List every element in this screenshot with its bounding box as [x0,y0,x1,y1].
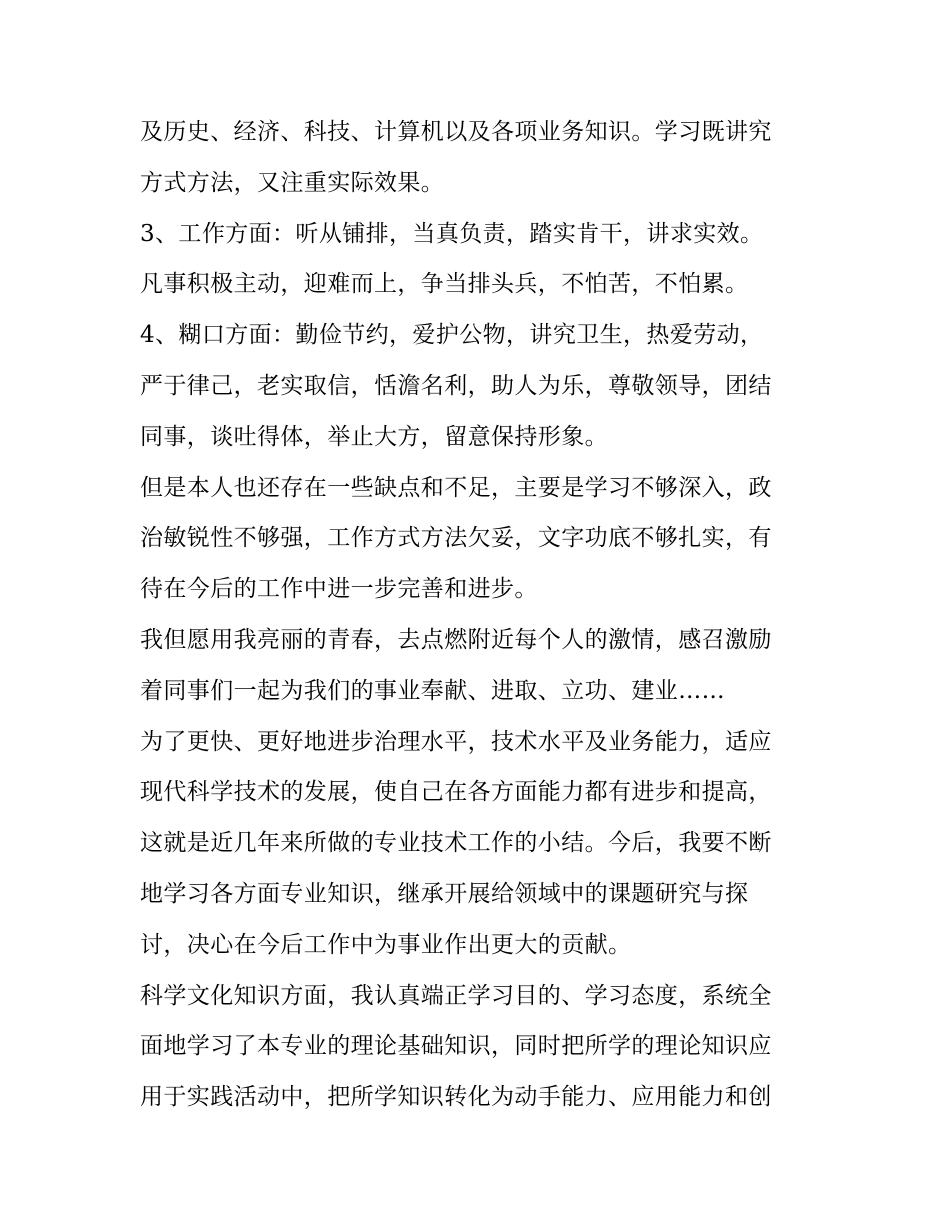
text-line: 面地学习了本专业的理论基础知识，同时把所学的理论知识应 [140,1033,772,1060]
text-line: 严于律己，老实取信，恬澹名利，助人为乐，尊敬领导，团结 [140,372,772,399]
text-line: 我但愿用我亮丽的青春，去点燃附近每个人的激情，感召激励 [140,626,772,653]
text-line: 待在今后的工作中进一步完善和进步。 [140,576,538,603]
text-line: 科学文化知识方面，我认真端正学习目的、学习态度，系统全 [140,982,772,1009]
text-line: 用于实践活动中，把所学知识转化为动手能力、应用能力和创 [140,1084,772,1111]
document-body [140,107,830,1123]
text-line: 地学习各方面专业知识，继承开展给领域中的课题研究与探 [140,880,749,907]
text-line: 治敏锐性不够强，工作方式方法欠妥，文字功底不够扎实，有 [140,525,772,552]
text-line: 3、工作方面：听从铺排，当真负责，踏实肯干，讲求实效。 [140,220,764,247]
text-line: 着同事们一起为我们的事业奉献、进取、立功、建业…… [140,677,725,704]
text-line: 但是本人也还存在一些缺点和不足，主要是学习不够深入，政 [140,474,772,501]
text-line: 同事，谈吐得体，举止大方，留意保持形象。 [140,423,608,450]
text-line: 讨，决心在今后工作中为事业作出更大的贡献。 [140,931,632,958]
text-line: 现代科学技术的发展，使自己在各方面能力都有进步和提高， [140,779,772,806]
text-line: 4、糊口方面：勤俭节约，爱护公物，讲究卫生，热爱劳动， [140,322,764,349]
text-line: 这就是近几年来所做的专业技术工作的小结。今后，我要不断 [140,830,772,857]
text-line: 凡事积极主动，迎难而上，争当排头兵，不怕苦，不怕累。 [140,271,749,298]
text-line: 及历史、经济、科技、计算机以及各项业务知识。学习既讲究 [140,119,772,145]
text-line: 为了更快、更好地进步治理水平，技术水平及业务能力，适应 [140,728,772,755]
text-line: 方式方法，又注重实际效果。 [140,169,445,196]
